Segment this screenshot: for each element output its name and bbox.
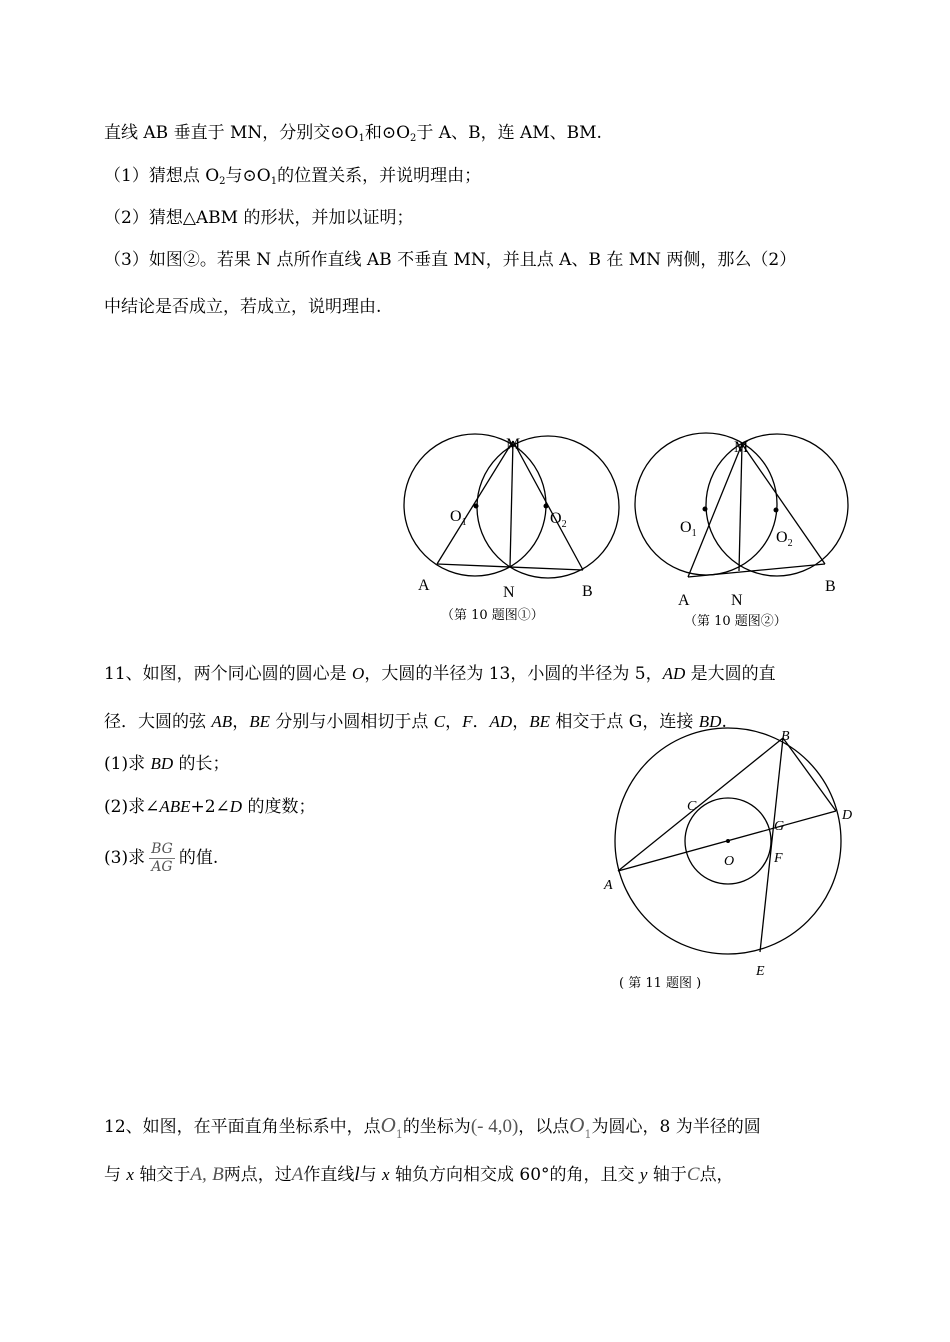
figure-11-caption: ( 第 11 题图 ) [619,976,702,991]
text: 与⊙O [225,166,271,186]
text: ABE [159,797,191,816]
text: 轴交于 [133,1165,191,1185]
text: x [382,1165,390,1184]
text: 点， [699,1165,734,1185]
point-o1 [474,504,479,509]
text: 两点，过 [223,1165,292,1185]
text: 轴负方向相交成 60°的角，且交 [389,1165,640,1185]
text: x [126,1165,134,1184]
text: BE [529,712,550,731]
text: BD [150,754,174,773]
label-n: N [731,592,743,609]
text: O [352,664,365,683]
q11-question3 [104,840,218,876]
text: 的位置关系，并说明理由； [277,166,482,186]
subscript: 1 [358,133,365,144]
text: AB [211,712,233,731]
text: 的度数； [242,797,316,817]
figure-10-2-caption: （第 10 题图②） [684,614,787,629]
denominator: AG [151,859,173,875]
subscript: 1 [270,176,278,187]
label-o: O [724,854,735,869]
text: 12、如图，在平面直角坐标系中，点 [104,1117,381,1137]
text: ，以点 [518,1117,570,1137]
subscript: 1 [395,1128,403,1141]
text: 的值. [178,848,219,868]
segment-mn [739,444,742,571]
label-o1: $O_1$ [680,519,697,539]
figure-10-2 [628,428,863,613]
label-b: B [825,578,836,595]
chord-ab [618,738,783,871]
segment-bd [783,738,836,811]
segment-bm [742,444,825,564]
label-a: A [678,592,690,609]
text: 轴于 [647,1165,687,1185]
math-coordinate: (- 4,0) [470,1116,519,1137]
text: ， [232,712,250,732]
text: 作直线 [303,1165,355,1185]
math-b: B [212,1164,224,1185]
q10-part3-cont: 中结论是否成立，若成立，说明理由. [104,297,382,317]
segment-am [437,441,513,564]
numerator: BG [151,841,173,857]
text: 分别与小圆相切于点 [269,712,434,732]
math-a: A [291,1164,304,1185]
label-a: A [418,577,430,594]
text: 与 [104,1165,127,1185]
q12-line2 [104,1160,734,1190]
label-g: G [774,819,785,834]
text: 是大圆的直 [685,664,776,684]
text: BD [698,712,722,731]
math-o1: O [569,1113,585,1137]
figure-11 [590,724,870,994]
segment-mn [510,441,513,567]
q10-part1 [104,165,481,193]
text: （1）猜想点 O [104,166,220,186]
subscript: 2 [219,176,226,187]
center-point [726,839,730,843]
text: BE [249,712,270,731]
math-l: l [354,1164,360,1185]
text: ， [512,712,530,732]
label-m: M [734,439,749,456]
point-o2 [774,508,779,513]
text: y [639,1165,648,1184]
text: 相交于点 G，连接 [549,712,699,732]
label-a: A [604,878,613,893]
label-d: D [842,808,853,823]
math-c: C [686,1164,700,1185]
subscript: 2 [410,133,417,144]
segment-am [688,444,742,577]
label-n: N [503,584,515,601]
label-o2: $O_2$ [550,510,567,530]
q10-part2: （2）猜想△ABM 的形状，并加以证明； [104,208,414,228]
label-o1: $O_1$ [450,508,467,528]
math-a: A, [190,1164,207,1185]
text: ，大圆的半径为 13，小圆的半径为 5， [364,664,663,684]
subscript: 1 [584,1128,592,1141]
label-c: C [687,799,697,814]
text: 的坐标为 [402,1117,471,1137]
text: 和⊙O [364,123,411,143]
text: 的长； [173,754,230,774]
label-m: M [506,436,521,453]
label-f: F [774,851,783,866]
figure-10-1 [395,425,635,610]
q11-line1 [104,663,776,685]
q12-line1 [104,1108,761,1152]
text: F [462,712,473,731]
label-b: B [781,729,790,744]
text: 径．大圆的弦 [104,712,212,732]
label-b: B [582,583,593,600]
point-o2 [544,504,549,509]
q11-question1 [104,753,230,775]
text: 为圆心，8 为半径的圆 [591,1117,761,1137]
math-o1: O [380,1113,396,1137]
point-o1 [703,507,708,512]
q10-line1 [104,122,602,150]
text: (3)求 [104,848,146,868]
label-o2: $O_2$ [776,529,793,549]
text: ， [445,712,463,732]
q11-question2 [104,796,315,818]
label-e: E [756,964,765,979]
fraction-bg-ag [149,841,175,876]
text: ． [472,712,490,732]
figure-10-1-caption: （第 10 题图①） [441,608,544,623]
text: 11、如图，两个同心圆的圆心是 [104,664,353,684]
text: AD [489,712,513,731]
text: AD [662,664,686,683]
text: 与 [359,1165,383,1185]
text: +2∠ [190,797,230,817]
text: 于 A、B，连 AM、BM. [416,123,602,143]
text: C [433,712,446,731]
text: D [229,797,243,816]
text: 直线 AB 垂直于 MN，分别交⊙O [104,123,359,143]
text: . [721,712,727,732]
q10-part3: （3）如图②。若果 N 点所作直线 AB 不垂直 MN，并且点 A、B 在 MN 两侧，那么（2） [104,250,797,270]
text: (2)求∠ [104,797,160,817]
chord-be [760,738,783,952]
text: (1)求 [104,754,151,774]
